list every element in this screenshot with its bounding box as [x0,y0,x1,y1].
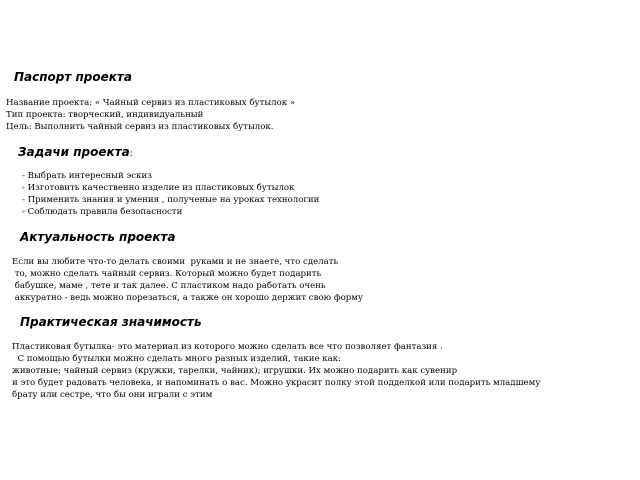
relevance-line: аккуратно - ведь можно порезаться, а также он хорошо держит свою форму [12,293,363,303]
task-item: - Соблюдать правила безопасности [22,207,183,217]
tasks-heading [18,145,133,159]
significance-heading [20,315,202,329]
tasks-heading-colon: : [129,149,133,159]
significance-line: Пластиковая бутылка- это материал из которого можно сделать все что позволяет фантазия . [12,342,443,352]
project-type-line: Тип проекта: творческий, индивидуальный [6,110,204,120]
relevance-heading [20,230,176,244]
project-name-line: Название проекта: « Чайный сервиз из пластиковых бутылок » [6,98,296,108]
significance-heading-text: Практическая значимость [20,315,202,329]
task-item: - Изготовить качественно изделие из пластиковых бутылок [22,183,295,193]
significance-line: и это будет радовать человека, и напоминать о вас. Можно украсит полку этой подделкой или подарить младшему [12,378,541,388]
project-goal-line: Цель: Выполнить чайный сервиз из пластиковых бутылок. [6,122,274,132]
relevance-line: Если вы любите что-то делать своими руками и не знаете, что сделать [12,257,339,267]
passport-heading-text: Паспорт проекта [14,70,132,84]
significance-line: животные; чайный сервиз (кружки, тарелки, чайник); игрушки. Их можно подарить как сувенир [12,366,458,376]
tasks-heading-text: Задачи проекта [18,145,130,159]
relevance-line: бабушке, маме , тете и так далее. С пластиком надо работать очень [12,281,326,291]
significance-line: С помощью бутылки можно сделать много разных изделий, такие как: [12,354,342,364]
task-item: - Выбрать интересный эскиз [22,171,152,181]
passport-heading [14,70,132,84]
relevance-heading-text: Актуальность проекта [20,230,176,244]
relevance-line: то, можно сделать чайный сервиз. Который можно будет подарить [12,269,322,279]
significance-line: брату или сестре, что бы они играли с этим [12,390,213,400]
task-item: - Применить знания и умения , полученые на уроках технологии [22,195,320,205]
